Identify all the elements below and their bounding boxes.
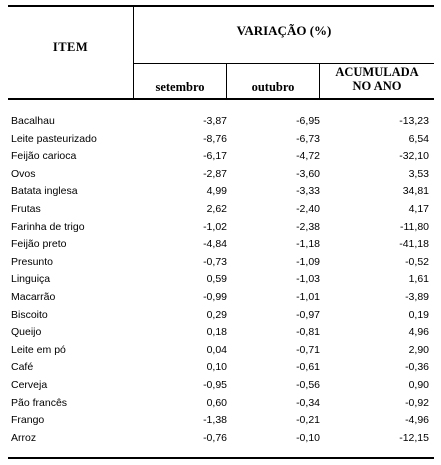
setembro-value: 0,04 — [206, 343, 227, 356]
table-row — [8, 201, 434, 219]
table-row — [8, 219, 434, 237]
outubro-value: -3,33 — [296, 185, 320, 198]
table-top-rule — [8, 5, 434, 7]
outubro-value: -0,71 — [296, 343, 320, 356]
setembro-value: 4,99 — [206, 185, 227, 198]
acumulada-value: -11,80 — [400, 220, 429, 233]
table-row — [8, 113, 434, 131]
outubro-value: -0,56 — [296, 378, 320, 391]
acumulada-value: -41,18 — [399, 238, 429, 251]
table-row — [8, 324, 434, 342]
item-name: Queijo — [11, 326, 42, 339]
outubro-value: -1,01 — [296, 290, 320, 303]
setembro-value: -0,73 — [203, 255, 227, 268]
setembro-value: 0,59 — [206, 273, 227, 286]
setembro-value: -2,87 — [203, 167, 227, 180]
acumulada-value: -12,15 — [399, 431, 429, 444]
setembro-value: -3,87 — [203, 115, 227, 127]
header-bottom-rule — [8, 98, 434, 100]
acumulada-header-line1: ACUMULADA — [335, 65, 419, 79]
outubro-value: -0,10 — [296, 431, 320, 444]
outubro-value: -6,95 — [296, 115, 320, 127]
item-name: Batata inglesa — [11, 185, 78, 198]
outubro-value: -0,81 — [296, 326, 320, 339]
item-name: Farinha de trigo — [11, 220, 85, 233]
acumulada-value: 0,90 — [408, 378, 429, 391]
acumulada-value: -0,36 — [405, 361, 429, 374]
table-bottom-rule — [8, 457, 434, 459]
table-row — [8, 342, 434, 360]
setembro-value: 0,60 — [206, 396, 227, 409]
acumulada-value: 4,96 — [408, 326, 429, 339]
outubro-value: -3,60 — [296, 167, 320, 180]
outubro-value: -1,03 — [296, 273, 320, 286]
acumulada-value: -32,10 — [399, 150, 429, 163]
setembro-value: 0,18 — [206, 326, 227, 339]
table-body — [8, 113, 434, 447]
item-name: Cerveja — [11, 378, 48, 391]
item-name: Arroz — [11, 431, 37, 444]
setembro-value: -0,95 — [203, 378, 227, 391]
outubro-value: -0,34 — [296, 396, 320, 409]
acumulada-value: 0,19 — [408, 308, 429, 321]
setembro-value: -8,76 — [203, 132, 227, 145]
table-row — [8, 377, 434, 395]
item-name: Ovos — [11, 167, 36, 180]
acumulada-value: -4,96 — [405, 414, 429, 427]
table-row — [8, 148, 434, 166]
table-row — [8, 395, 434, 413]
table-row — [8, 183, 434, 201]
setembro-header: setembro — [155, 80, 205, 94]
acumulada-header-line2: NO ANO — [352, 79, 402, 93]
table-row — [8, 271, 434, 289]
setembro-value: -1,02 — [203, 220, 227, 233]
table-row — [8, 254, 434, 272]
item-name: Linguiça — [11, 273, 51, 286]
item-name: Presunto — [11, 255, 54, 268]
setembro-value: -0,76 — [203, 431, 227, 444]
table-row — [8, 359, 434, 377]
item-name: Leite em pó — [11, 343, 66, 356]
table-row — [8, 307, 434, 325]
item-name: Macarrão — [11, 290, 56, 303]
table-row — [8, 430, 434, 448]
item-name: Leite pasteurizado — [11, 132, 97, 145]
item-name: Pão francês — [11, 396, 68, 409]
item-name: Frango — [11, 414, 45, 427]
table-row — [8, 131, 434, 149]
acumulada-header — [320, 65, 434, 93]
item-name: Bacalhau — [11, 115, 55, 127]
item-name: Frutas — [11, 202, 41, 215]
acumulada-value: -3,89 — [405, 290, 429, 303]
outubro-value: -1,18 — [296, 238, 320, 251]
setembro-value: 2,62 — [206, 202, 227, 215]
item-name: Café — [11, 361, 34, 374]
outubro-value: -2,40 — [296, 202, 320, 215]
outubro-value: -0,61 — [296, 361, 320, 374]
item-name: Biscoito — [11, 308, 48, 321]
outubro-header: outubro — [251, 80, 295, 94]
setembro-value: -0,99 — [203, 290, 227, 303]
variacao-header: VARIAÇÃO (%) — [236, 23, 332, 38]
item-header: ITEM — [52, 40, 89, 54]
setembro-value: 0,10 — [206, 361, 227, 374]
table-row — [8, 412, 434, 430]
item-name: Feijão carioca — [11, 150, 77, 163]
table-row — [8, 236, 434, 254]
variacao-underline — [134, 63, 434, 64]
setembro-value: -4,84 — [203, 238, 227, 251]
acumulada-value: 1,61 — [408, 273, 429, 286]
table-row — [8, 289, 434, 307]
setembro-value: 0,29 — [206, 308, 227, 321]
acumulada-value: 34,81 — [402, 185, 429, 198]
outubro-value: -6,73 — [296, 132, 320, 145]
item-name: Feijão preto — [11, 238, 67, 251]
outubro-value: -0,21 — [296, 414, 320, 427]
acumulada-value: 3,53 — [408, 167, 429, 180]
table-row — [8, 166, 434, 184]
outubro-value: -4,72 — [296, 150, 320, 163]
acumulada-value: -0,52 — [405, 255, 429, 268]
setembro-value: -6,17 — [203, 150, 227, 163]
outubro-value: -2,38 — [296, 220, 320, 233]
acumulada-value: -0,92 — [405, 396, 429, 409]
setembro-value: -1,38 — [203, 414, 227, 427]
acumulada-value: 4,17 — [408, 202, 429, 215]
outubro-value: -1,09 — [296, 255, 320, 268]
acumulada-value: 6,54 — [408, 132, 429, 145]
acumulada-value: -13,23 — [399, 115, 429, 127]
acumulada-value: 2,90 — [408, 343, 429, 356]
outubro-value: -0,97 — [296, 308, 320, 321]
